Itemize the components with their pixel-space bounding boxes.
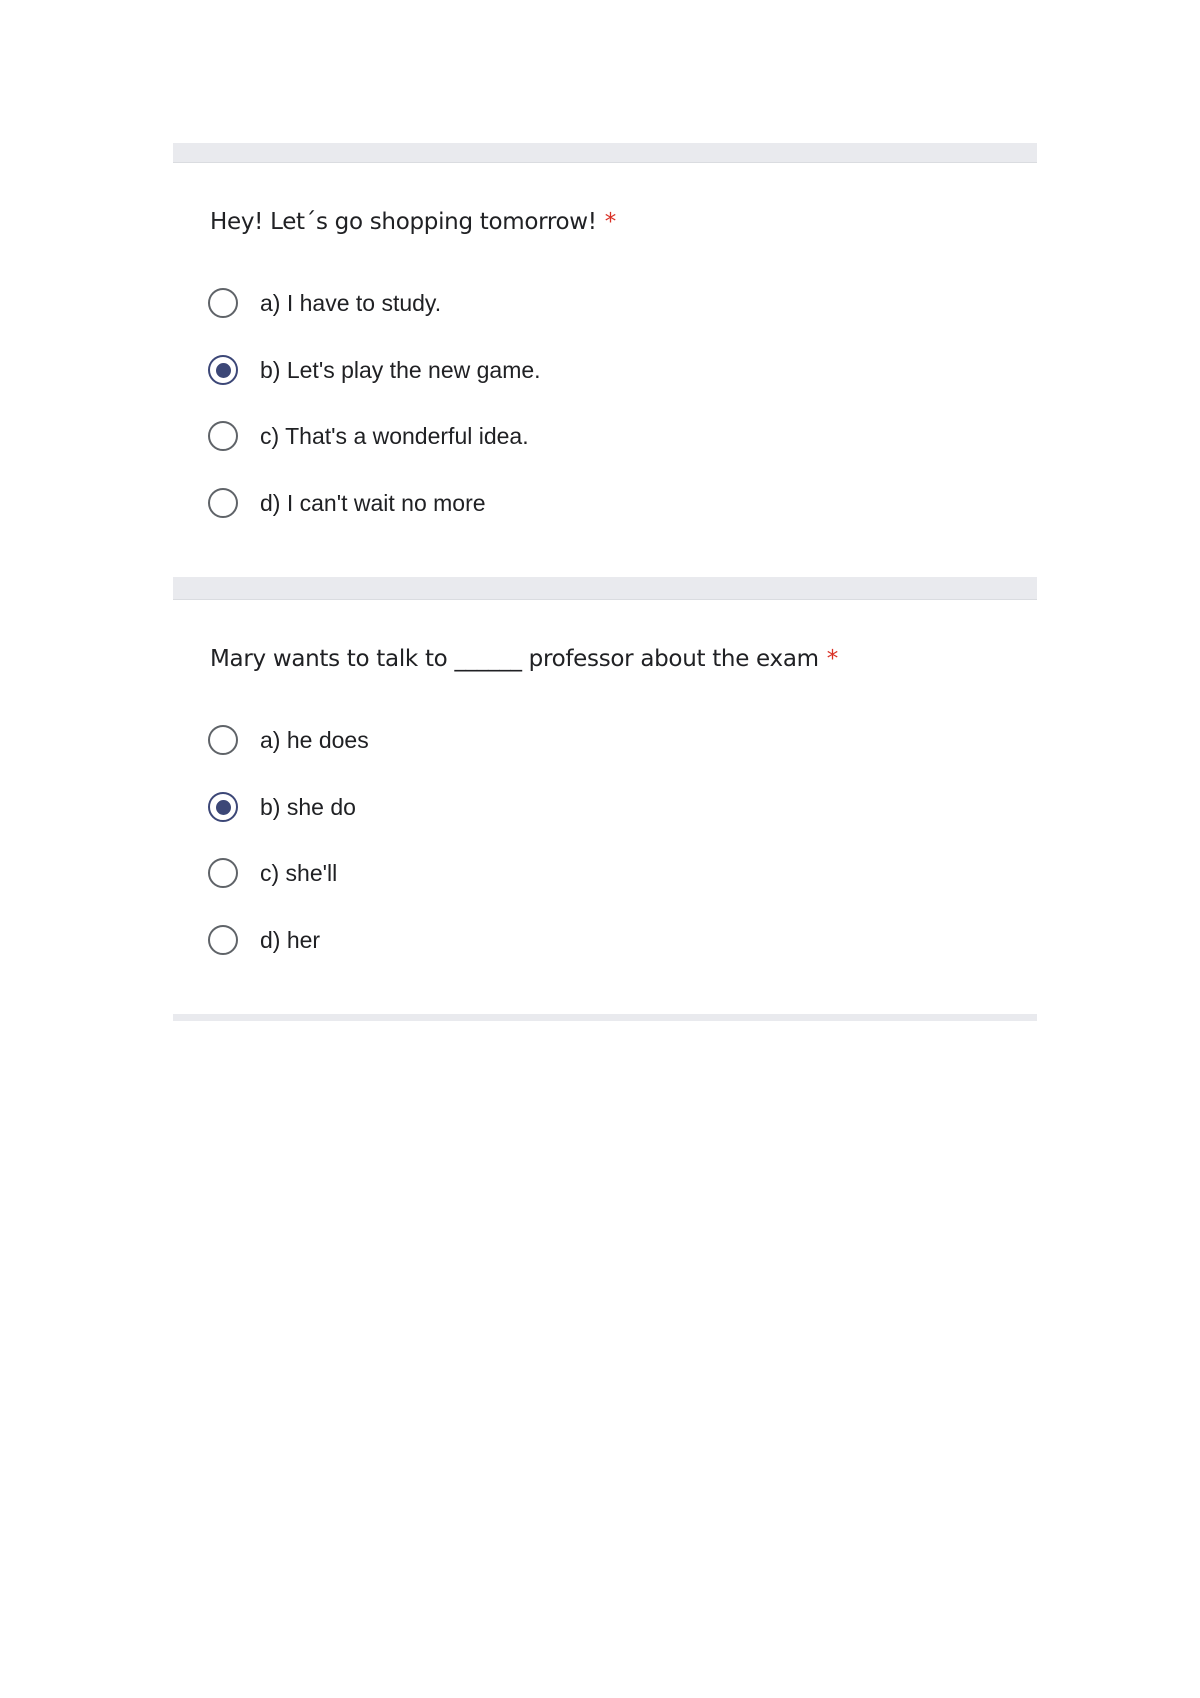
radio-button[interactable] (208, 421, 238, 451)
radio-button[interactable] (208, 925, 238, 955)
radio-option-a[interactable] (208, 722, 369, 758)
radio-button[interactable] (208, 858, 238, 888)
option-label: d) I can't wait no more (260, 489, 486, 516)
section-divider (173, 577, 1037, 600)
section-divider (173, 1014, 1037, 1021)
radio-option-c[interactable] (208, 418, 529, 454)
radio-button-selected[interactable] (208, 792, 238, 822)
radio-option-a[interactable] (208, 285, 441, 321)
question-text: Hey! Let´s go shopping tomorrow! (210, 209, 597, 235)
radio-option-d[interactable] (208, 922, 320, 958)
radio-button-selected[interactable] (208, 355, 238, 385)
option-label: c) she'll (260, 859, 338, 886)
radio-button[interactable] (208, 488, 238, 518)
option-label: b) she do (260, 793, 356, 820)
radio-option-d[interactable] (208, 485, 486, 521)
required-asterisk: * (604, 209, 616, 235)
option-label: a) he does (260, 726, 369, 753)
section-divider (173, 143, 1037, 163)
option-label: c) That's a wonderful idea. (260, 422, 529, 449)
radio-option-b[interactable] (208, 352, 541, 388)
radio-option-c[interactable] (208, 855, 337, 891)
question-card-1 (173, 162, 1037, 577)
required-asterisk: * (826, 646, 838, 672)
question-title (210, 209, 616, 235)
question-text: Mary wants to talk to ______ professor about the exam (210, 646, 819, 672)
option-label: a) I have to study. (260, 289, 442, 316)
radio-button[interactable] (208, 288, 238, 318)
radio-option-b[interactable] (208, 789, 356, 825)
option-label: d) her (260, 926, 321, 953)
option-label: b) Let's play the new game. (260, 356, 541, 383)
radio-button[interactable] (208, 725, 238, 755)
question-title (210, 646, 838, 672)
question-card-2 (173, 599, 1037, 1014)
